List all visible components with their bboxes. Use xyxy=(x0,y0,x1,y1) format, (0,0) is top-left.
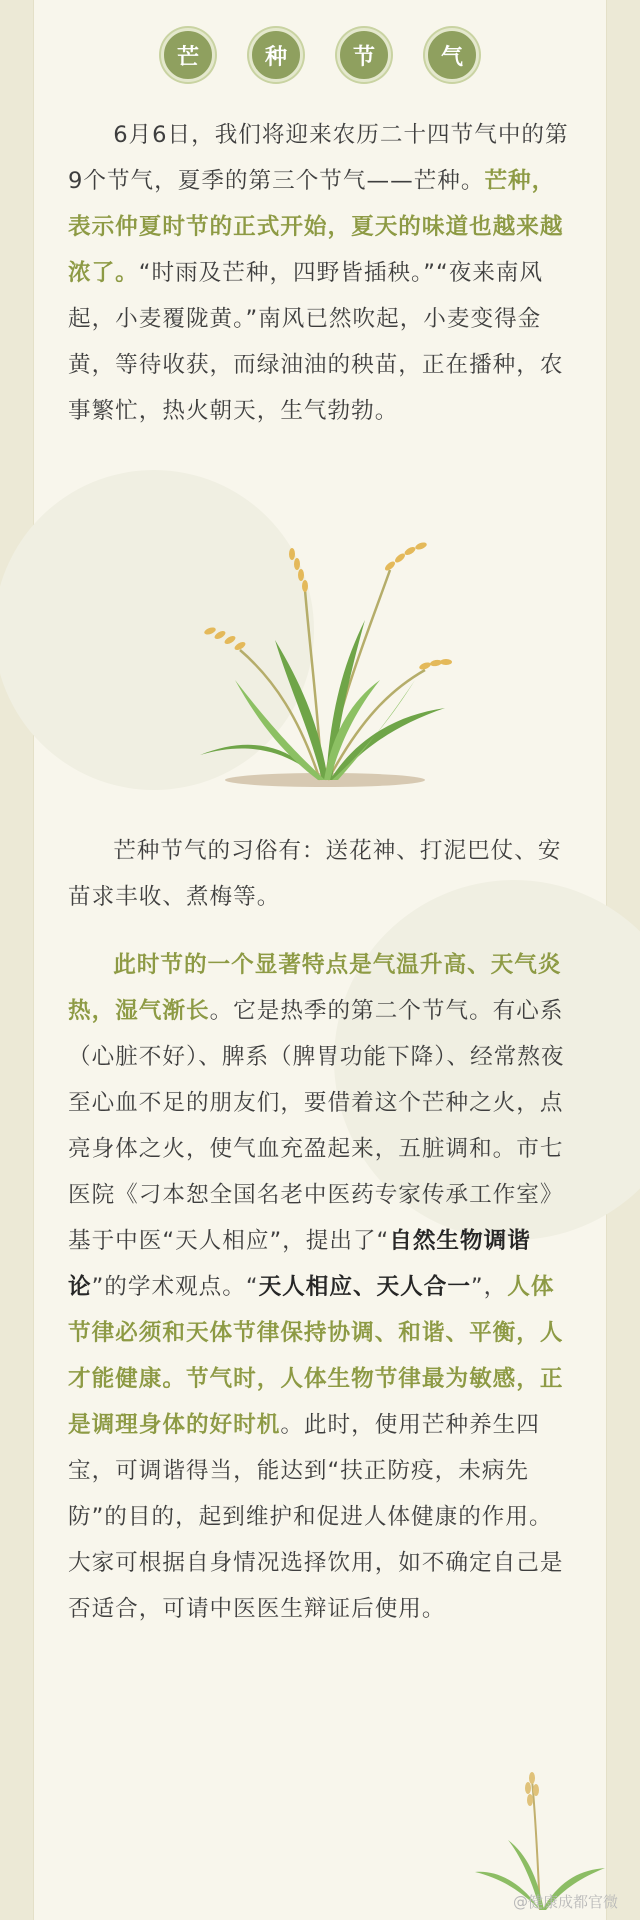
highlight-text: 此时节的一个显著特点是气温升高、天气炎热，湿气渐长 xyxy=(68,952,562,1024)
body-text: ”的学术观点。“ xyxy=(91,1274,259,1300)
rice-plant-illustration xyxy=(180,530,470,790)
highlight-text: 人体节律必须和天体节律保持协调、和谐、平衡，人才能健康。节气时，人体生物节律最为敏感，正是调理身体的好时机 xyxy=(68,1274,564,1438)
customs-text: 芒种节气的习俗有：送花神、打泥巴仗、安苗求丰收、煮梅等。 xyxy=(68,838,562,910)
custom-paragraph xyxy=(68,828,576,920)
title-header xyxy=(0,28,640,82)
intro-sentence: 6月6日，我们将迎来农历二十四节气中的第9个节气，夏季的第三个节气——芒种。 xyxy=(68,122,569,194)
intro-paragraph xyxy=(68,112,576,434)
title-char: 节 xyxy=(337,28,391,82)
bold-text: 天人相应、天人合一 xyxy=(258,1274,471,1300)
body-text: 。它是热季的第二个节气。有心系（心脏不好）、脾系（脾胃功能下降）、经常熬夜至心血不足的朋友们，要借着这个芒种之火，点亮身体之火，使气血充盈起来，五脏调和。市七医院《刁本恕全国名老中医药专家传承工作室》基于中医“天人相应”，提出了“ xyxy=(68,998,565,1254)
title-char: 气 xyxy=(425,28,479,82)
body-text: ”， xyxy=(470,1274,508,1300)
highlight-text: 芒种，表示仲夏时节的正式开始，夏天的味道也越来越浓了。 xyxy=(68,168,564,286)
title-char: 种 xyxy=(249,28,303,82)
body-text: 。此时，使用芒种养生四宝，可调谐得当，能达到“扶正防疫，未病先防”的目的，起到维护和促进人体健康的作用。大家可根据自身情况选择饮用，如不确定自己是否适合，可请中医医生辩证后使用。 xyxy=(68,1412,564,1622)
source-watermark: @健康成都官微 xyxy=(512,1893,618,1911)
title-char: 芒 xyxy=(161,28,215,82)
health-paragraph xyxy=(68,942,576,1632)
corner-rice-illustration xyxy=(470,1760,610,1910)
intro-sentence: “时雨及芒种，四野皆插秧。”“夜来南风起，小麦覆陇黄。”南风已然吹起，小麦变得金黄，等待收获，而绿油油的秧苗，正在播种，农事繁忙，热火朝天，生气勃勃。 xyxy=(68,260,564,424)
bold-text: 自然生物调谐论 xyxy=(68,1228,531,1300)
